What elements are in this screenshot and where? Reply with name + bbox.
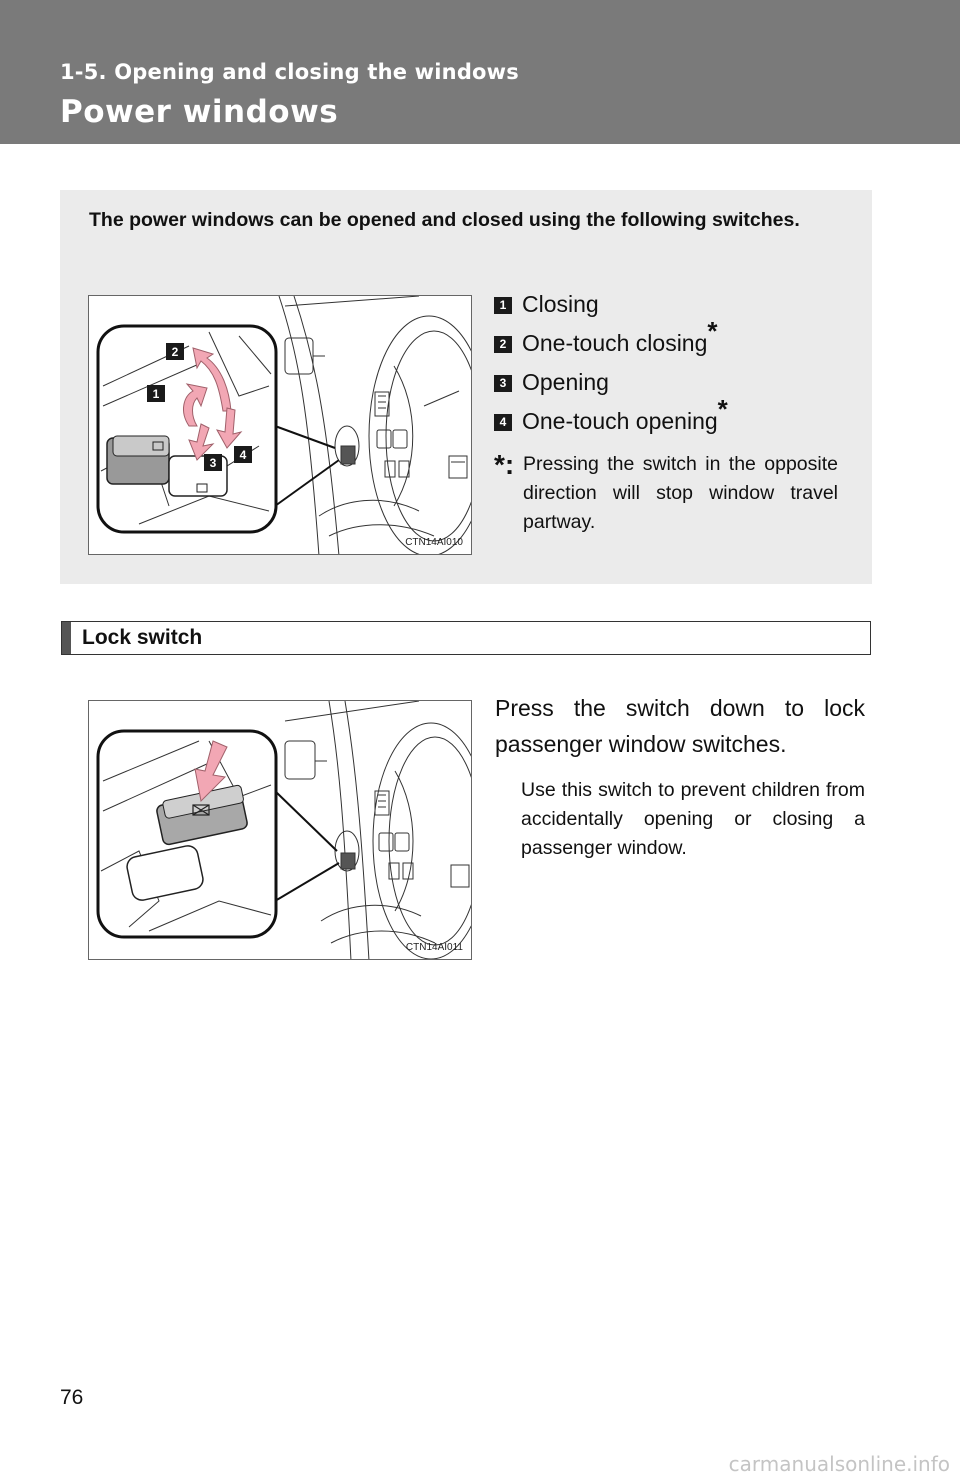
legend-item [494,394,844,442]
footnote [494,450,838,537]
svg-text:3: 3 [209,456,217,470]
section-label: 1-5. Opening and closing the windows [60,60,519,84]
intro-text: The power windows can be opened and closed using the following switches. [89,209,800,231]
lock-switch-figure [88,700,472,960]
lock-switch-heading [61,621,871,655]
legend-label: One-touch closing* [522,316,718,356]
watermark: carmanualsonline.info [728,1452,950,1476]
page-header [0,0,960,144]
number-badge: 4 [494,414,512,431]
window-switch-figure [88,295,472,555]
footnote-mark: *: [494,449,515,480]
page-title: Power windows [60,94,339,130]
lock-switch-illustration [89,701,472,960]
window-switch-illustration [89,296,472,555]
figure-code: CTN14AI011 [405,942,463,953]
heading-bar [62,622,71,654]
svg-text:4: 4 [239,448,247,462]
number-badge: 3 [494,375,512,392]
page-number: 76 [60,1386,84,1409]
number-badge: 2 [494,336,512,353]
legend-list [494,286,844,442]
number-badge: 1 [494,297,512,314]
svg-text:1: 1 [152,387,160,401]
legend-item [494,364,844,403]
legend-item [494,286,844,325]
svg-text:2: 2 [171,345,179,359]
legend-label: Opening [522,369,609,395]
heading-text: Lock switch [82,626,203,649]
footnote-text: Pressing the switch in the opposite direction will stop window travel partway. [523,453,838,533]
lock-switch-instruction: Press the switch down to lock passenger window switches. [495,695,865,757]
lock-switch-description: Use this switch to prevent children from accidentally opening or closing a passenger window. [521,779,865,859]
figure-code: CTN14AI010 [405,537,463,548]
legend-item [494,316,844,364]
legend-label: Closing [522,291,599,317]
legend-label: One-touch opening* [522,394,728,434]
